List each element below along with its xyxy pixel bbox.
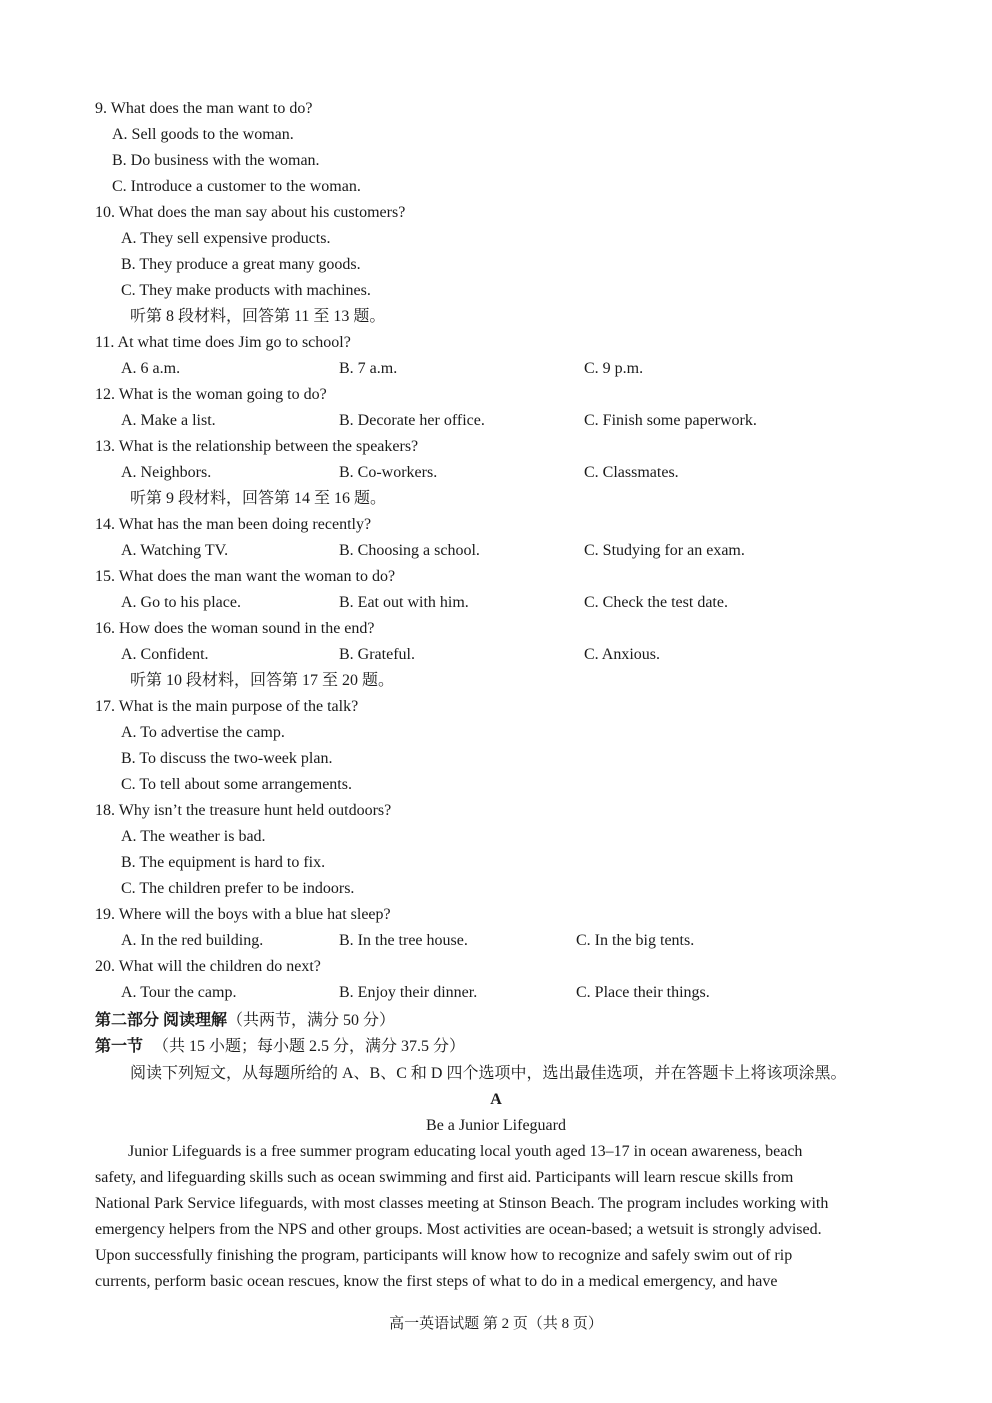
question-15-stem: 15. What does the man want the woman to do? [95,568,396,585]
section-title-note: （共两节，满分 50 分） [227,1012,396,1029]
question-11-option-c: C. 9 p.m. [584,360,644,377]
question-17-option-b: B. To discuss the two-week plan. [121,750,333,767]
question-11-stem: 11. At what time does Jim go to school? [95,334,351,351]
question-15-option-b: B. Eat out with him. [339,594,469,611]
question-12-stem: 12. What is the woman going to do? [95,386,327,403]
passage-line-5: Upon successfully finishing the program, participants will know how to recognize and safely swim out of rip [95,1247,793,1264]
question-13-option-b: B. Co-workers. [339,464,438,481]
question-20-option-c: C. Place their things. [576,984,710,1001]
page-footer: 高一英语试题 第 2 页（共 8 页） [389,1316,603,1332]
question-14-option-b: B. Choosing a school. [339,542,480,559]
question-16-option-a: A. Confident. [121,646,209,663]
question-14-stem: 14. What has the man been doing recently? [95,516,372,533]
question-13-stem: 13. What is the relationship between the speakers? [95,438,419,455]
passage-line-3: National Park Service lifeguards, with most classes meeting at Stinson Beach. The program includes working with [95,1195,829,1212]
question-16-option-c: C. Anxious. [584,646,661,663]
question-9-stem: 9. What does the man want to do? [95,100,313,117]
question-11-option-b: B. 7 a.m. [339,360,398,377]
passage-line-6: currents, perform basic ocean rescues, know the first steps of what to do in a medical emergency, and have [95,1273,778,1290]
question-12-option-c: C. Finish some paperwork. [584,412,757,429]
listening-instruction-9: 听第 9 段材料，回答第 14 至 16 题。 [130,490,387,507]
question-10-option-b: B. They produce a great many goods. [121,256,361,273]
question-18-option-b: B. The equipment is hard to fix. [121,854,326,871]
subsection-title: 第一节 [95,1038,144,1055]
question-18-stem: 18. Why isn’t the treasure hunt held outdoors? [95,802,392,819]
question-14-option-a: A. Watching TV. [121,542,229,559]
passage-title: Be a Junior Lifeguard [426,1117,566,1134]
question-13-option-a: A. Neighbors. [121,464,212,481]
question-12-option-a: A. Make a list. [121,412,216,429]
subsection-heading [95,1034,465,1060]
question-19-option-a: A. In the red building. [121,932,264,949]
question-9-option-a: A. Sell goods to the woman. [112,126,294,143]
section-heading [95,1008,395,1034]
question-10-stem: 10. What does the man say about his customers? [95,204,406,221]
question-20-stem: 20. What will the children do next? [95,958,321,975]
question-17-option-a: A. To advertise the camp. [121,724,285,741]
question-13-option-c: C. Classmates. [584,464,679,481]
passage-line-1: Junior Lifeguards is a free summer program educating local youth aged 13–17 in ocean awareness, beach [128,1143,803,1160]
question-12-option-b: B. Decorate her office. [339,412,485,429]
question-17-option-c: C. To tell about some arrangements. [121,776,352,793]
section-title: 第二部分 阅读理解 [95,1012,228,1029]
question-19-option-c: C. In the big tents. [576,932,695,949]
question-15-option-c: C. Check the test date. [584,594,728,611]
question-18-option-c: C. The children prefer to be indoors. [121,880,355,897]
passage-line-4: emergency helpers from the NPS and other groups. Most activities are ocean-based; a wetsuit is strongly advised. [95,1221,822,1238]
question-19-option-b: B. In the tree house. [339,932,468,949]
question-18-option-a: A. The weather is bad. [121,828,266,845]
question-19-stem: 19. Where will the boys with a blue hat sleep? [95,906,391,923]
listening-instruction-8: 听第 8 段材料，回答第 11 至 13 题。 [130,308,386,325]
question-9-option-b: B. Do business with the woman. [112,152,320,169]
question-16-option-b: B. Grateful. [339,646,415,663]
passage-label: A [490,1091,502,1108]
question-10-option-c: C. They make products with machines. [121,282,371,299]
subsection-note: （共 15 小题；每小题 2.5 分，满分 37.5 分） [153,1038,466,1055]
question-10-option-a: A. They sell expensive products. [121,230,331,247]
passage-line-2: safety, and lifeguarding skills such as ocean swimming and first aid. Participants will learn rescue skills from [95,1169,794,1186]
question-14-option-c: C. Studying for an exam. [584,542,745,559]
question-20-option-a: A. Tour the camp. [121,984,237,1001]
question-16-stem: 16. How does the woman sound in the end? [95,620,375,637]
question-15-option-a: A. Go to his place. [121,594,241,611]
listening-instruction-10: 听第 10 段材料，回答第 17 至 20 题。 [130,672,395,689]
question-11-option-a: A. 6 a.m. [121,360,181,377]
reading-instruction: 阅读下列短文，从每题所给的 A、B、C 和 D 四个选项中，选出最佳选项，并在答题卡上将该项涂黑。 [130,1065,847,1082]
question-17-stem: 17. What is the main purpose of the talk? [95,698,359,715]
question-20-option-b: B. Enjoy their dinner. [339,984,478,1001]
question-9-option-c: C. Introduce a customer to the woman. [112,178,361,195]
